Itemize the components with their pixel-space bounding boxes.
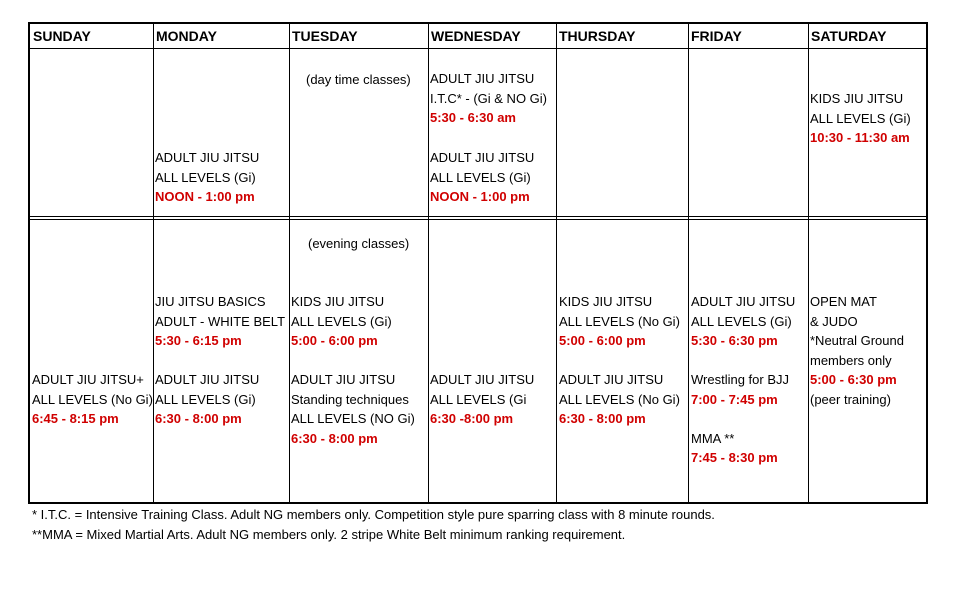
- class-time: 6:30 - 8:00 pm: [291, 430, 378, 446]
- header-tuesday: TUESDAY: [292, 28, 358, 44]
- header-thursday: THURSDAY: [559, 28, 636, 44]
- class-name: OPEN MAT: [810, 294, 877, 309]
- class-time: 5:30 - 6:15 pm: [155, 333, 242, 349]
- class-detail: (peer training): [810, 391, 891, 407]
- header-saturday: SATURDAY: [811, 28, 887, 44]
- class-name: MMA **: [691, 430, 735, 446]
- class-time: 6:45 - 8:15 pm: [32, 411, 119, 427]
- col-divider: [688, 24, 689, 502]
- footnote-itc: * I.T.C. = Intensive Training Class. Adult NG members only. Competition style pure sparring class with 8 minute rounds.: [32, 507, 715, 522]
- header-friday: FRIDAY: [691, 28, 742, 44]
- class-level: ALL LEVELS (Gi): [291, 313, 392, 329]
- col-divider: [556, 24, 557, 502]
- class-time: 5:00 - 6:30 pm: [810, 372, 897, 388]
- class-time: 5:00 - 6:00 pm: [291, 333, 378, 349]
- class-block: [559, 292, 680, 351]
- class-block: [559, 370, 680, 429]
- class-time: 6:30 -8:00 pm: [430, 411, 514, 427]
- class-time: 5:30 - 6:30 pm: [691, 333, 778, 349]
- class-level: ALL LEVELS (Gi): [691, 313, 792, 329]
- class-level: ALL LEVELS (Gi): [155, 391, 256, 407]
- class-block: [155, 370, 259, 429]
- class-block: [430, 148, 534, 207]
- class-name: ADULT JIU JITSU: [430, 71, 535, 86]
- class-time: 5:00 - 6:00 pm: [559, 333, 646, 349]
- class-level: ALL LEVELS (Gi): [810, 110, 911, 126]
- class-name: ADULT JIU JITSU+: [32, 372, 144, 387]
- class-block: [810, 89, 911, 148]
- class-level: ALL LEVELS (Gi: [430, 391, 527, 407]
- class-time: 10:30 - 11:30 am: [810, 130, 910, 146]
- class-name: KIDS JIU JITSU: [559, 294, 653, 309]
- class-block: [430, 370, 534, 429]
- class-block: [155, 292, 285, 351]
- col-divider: [428, 24, 429, 502]
- class-time: 7:00 - 7:45 pm: [691, 391, 778, 407]
- class-name: Wrestling for BJJ: [691, 372, 790, 387]
- class-detail: members only: [810, 352, 892, 368]
- class-name: KIDS JIU JITSU: [291, 294, 385, 309]
- day-session-label: (day time classes): [306, 72, 411, 87]
- header-monday: MONDAY: [156, 28, 217, 44]
- class-name: KIDS JIU JITSU: [810, 91, 904, 106]
- class-level: ALL LEVELS (Gi): [155, 169, 256, 185]
- class-time: NOON - 1:00 pm: [430, 189, 530, 205]
- header-divider: [30, 48, 926, 49]
- class-time: NOON - 1:00 pm: [155, 189, 255, 205]
- class-level: ALL LEVELS (Gi): [430, 169, 531, 185]
- class-block: [291, 292, 392, 351]
- header-sunday: SUNDAY: [33, 28, 91, 44]
- evening-session-label: (evening classes): [308, 236, 410, 251]
- class-block: [291, 370, 415, 448]
- class-name: ADULT JIU JITSU: [430, 372, 535, 387]
- class-name: ADULT JIU JITSU: [691, 294, 796, 309]
- header-wednesday: WEDNESDAY: [431, 28, 521, 44]
- class-name: JIU JITSU BASICS: [155, 294, 266, 309]
- class-name: ADULT JIU JITSU: [155, 150, 260, 165]
- session-divider: [30, 216, 926, 217]
- class-time: 6:30 - 8:00 pm: [155, 411, 242, 427]
- class-level: ALL LEVELS (No Gi): [32, 391, 153, 407]
- class-level: ALL LEVELS (NO Gi): [291, 411, 415, 427]
- class-level: ALL LEVELS (No Gi): [559, 391, 680, 407]
- class-block: [691, 292, 795, 351]
- class-block: [430, 69, 547, 128]
- col-divider: [289, 24, 290, 502]
- class-detail: *Neutral Ground: [810, 333, 904, 349]
- class-block: [32, 370, 153, 429]
- class-name: ADULT JIU JITSU: [155, 372, 260, 387]
- schedule-table: [28, 22, 928, 504]
- class-time: 5:30 - 6:30 am: [430, 110, 516, 126]
- class-level: I.T.C* - (Gi & NO Gi): [430, 90, 547, 106]
- class-time: 7:45 - 8:30 pm: [691, 450, 778, 466]
- class-name: ADULT JIU JITSU: [430, 150, 535, 165]
- col-divider: [808, 24, 809, 502]
- class-level: ADULT - WHITE BELT: [155, 313, 286, 329]
- class-time: 6:30 - 8:00 pm: [559, 411, 646, 427]
- class-detail: Standing techniques: [291, 391, 409, 407]
- class-block: [691, 370, 789, 468]
- class-block: [155, 148, 259, 207]
- session-divider-2: [30, 219, 926, 220]
- class-name: ADULT JIU JITSU: [559, 372, 664, 387]
- col-divider: [153, 24, 154, 502]
- class-level: ALL LEVELS (No Gi): [559, 313, 680, 329]
- class-detail: & JUDO: [810, 313, 858, 329]
- class-name: ADULT JIU JITSU: [291, 372, 396, 387]
- class-block: [810, 292, 904, 410]
- footnote-mma: **MMA = Mixed Martial Arts. Adult NG members only. 2 stripe White Belt minimum ranking requirement.: [32, 527, 626, 542]
